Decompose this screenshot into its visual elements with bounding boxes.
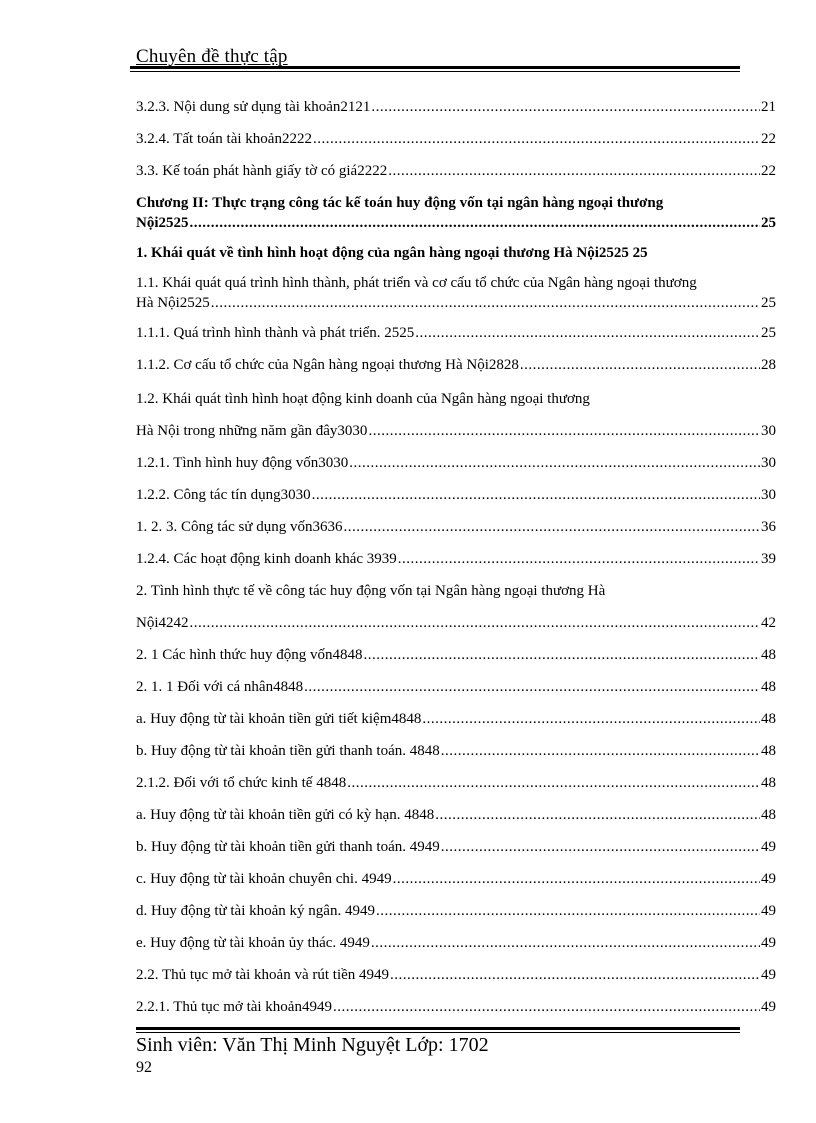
leader-dots	[520, 354, 760, 376]
toc-page-number: 49	[761, 839, 776, 855]
leader-dots	[368, 420, 760, 442]
toc-entry-cont[interactable]	[136, 292, 776, 314]
toc-entry-text: c. Huy động từ tài khoản chuyên chi. 4949	[136, 871, 392, 887]
toc-page-number: 25	[761, 295, 776, 311]
toc-entry-text: 1.2. Khái quát tình hình hoạt động kinh doanh của Ngân hàng ngoại thương	[136, 391, 590, 407]
toc-entry[interactable]	[136, 964, 776, 986]
toc-page-number: 25	[761, 325, 776, 341]
leader-dots	[388, 160, 760, 182]
leader-dots	[313, 128, 760, 150]
toc-entry[interactable]	[136, 354, 776, 376]
leader-dots	[441, 740, 760, 762]
toc-entry-text: b. Huy động từ tài khoản tiền gửi thanh toán. 4949	[136, 839, 440, 855]
toc-page-number: 48	[761, 807, 776, 823]
toc-entry-text: 3.3. Kế toán phát hành giấy tờ có giá2222	[136, 163, 388, 179]
footer-rule-thin	[136, 1032, 740, 1033]
toc-entry[interactable]	[136, 900, 776, 922]
toc-entry-text: 2.1.2. Đối với tổ chức kinh tế 4848	[136, 775, 347, 791]
leader-dots	[398, 548, 760, 570]
toc-entry[interactable]	[136, 388, 776, 410]
toc-page-number: 22	[761, 163, 776, 179]
toc-entry-text: 2. Tình hình thực tế về công tác huy động vốn tại Ngân hàng ngoại thương Hà	[136, 583, 606, 599]
leader-dots	[190, 612, 761, 634]
toc-entry[interactable]	[136, 868, 776, 890]
table-of-contents	[136, 92, 816, 1022]
page-number: 92	[136, 1059, 152, 1076]
toc-entry-text: d. Huy động từ tài khoản ký ngân. 4949	[136, 903, 375, 919]
toc-entry-text: 1.1.1. Quá trình hình thành và phát triển. 2525	[136, 325, 415, 341]
toc-entry-text: Nội2525	[136, 215, 189, 231]
toc-entry-text: 2. 1 Các hình thức huy động vốn4848	[136, 647, 363, 663]
toc-entry[interactable]	[136, 644, 776, 666]
toc-chapter-heading-cont[interactable]	[136, 212, 776, 234]
footer-student-info: Sinh viên: Văn Thị Minh Nguyệt Lớp: 1702	[136, 1034, 489, 1056]
leader-dots	[390, 964, 760, 986]
toc-page-number: 39	[761, 551, 776, 567]
leader-dots	[333, 996, 760, 1018]
toc-entry-text: 2. 1. 1 Đối với cá nhân4848	[136, 679, 304, 695]
leader-dots	[347, 772, 760, 794]
toc-page-number: 30	[761, 455, 776, 471]
toc-entry[interactable]	[136, 452, 776, 474]
toc-entry[interactable]	[136, 740, 776, 762]
toc-entry-cont[interactable]	[136, 420, 776, 442]
toc-page-number: 25	[761, 215, 776, 231]
leader-dots	[415, 322, 760, 344]
toc-entry[interactable]	[136, 996, 776, 1018]
leader-dots	[304, 676, 760, 698]
leader-dots	[441, 836, 760, 858]
toc-entry-text: 3.2.3. Nội dung sử dụng tài khoản2121	[136, 99, 371, 115]
toc-entry[interactable]	[136, 676, 776, 698]
toc-page-number: 22	[761, 131, 776, 147]
leader-dots	[422, 708, 760, 730]
toc-page-number: 49	[761, 935, 776, 951]
toc-page-number: 28	[761, 357, 776, 373]
toc-page-number: 49	[761, 999, 776, 1015]
header-rule-thin	[130, 71, 740, 72]
toc-page-number: 48	[761, 775, 776, 791]
toc-page-number: 30	[761, 487, 776, 503]
toc-entry-text: 1.1.2. Cơ cấu tổ chức của Ngân hàng ngoại thương Hà Nội2828	[136, 357, 519, 373]
toc-entry-text: 2.2.1. Thủ tục mở tài khoản4949	[136, 999, 332, 1015]
leader-dots	[435, 804, 760, 826]
toc-entry[interactable]	[136, 128, 776, 150]
leader-dots	[376, 900, 760, 922]
toc-entry[interactable]	[136, 708, 776, 730]
toc-entry-text: Hà Nội2525	[136, 295, 210, 311]
toc-entry[interactable]	[136, 836, 776, 858]
toc-entry-text: 1.2.2. Công tác tín dụng3030	[136, 487, 311, 503]
toc-entry-text: e. Huy động từ tài khoản ủy thác. 4949	[136, 935, 370, 951]
toc-entry-text: 1.2.1. Tình hình huy động vốn3030	[136, 455, 349, 471]
header-rule-thick	[130, 66, 740, 69]
toc-entry[interactable]	[136, 272, 816, 294]
leader-dots	[343, 516, 760, 538]
toc-page-number: 48	[761, 647, 776, 663]
toc-section-heading[interactable]	[136, 242, 816, 264]
footer-rule-thick	[136, 1027, 740, 1030]
toc-page-number: 42	[761, 615, 776, 631]
toc-page-number: 49	[761, 967, 776, 983]
toc-entry-text: a. Huy động từ tài khoản tiền gửi tiết kiệm4848	[136, 711, 422, 727]
leader-dots	[371, 932, 760, 954]
toc-page-number: 48	[761, 711, 776, 727]
toc-entry-text: 1.1. Khái quát quá trình hình thành, phát triển và cơ cấu tổ chức của Ngân hàng ngoại thương	[136, 275, 697, 291]
toc-entry[interactable]	[136, 160, 776, 182]
toc-entry-text: 1. Khái quát về tình hình hoạt động của ngân hàng ngoại thương Hà Nội2525 25	[136, 245, 648, 261]
leader-dots	[211, 292, 760, 314]
toc-entry-text: 2.2. Thủ tục mở tài khoản và rút tiền 4949	[136, 967, 390, 983]
leader-dots	[371, 96, 760, 118]
toc-entry[interactable]	[136, 932, 776, 954]
toc-entry[interactable]	[136, 322, 776, 344]
toc-entry-text: a. Huy động từ tài khoản tiền gửi có kỳ hạn. 4848	[136, 807, 435, 823]
leader-dots	[393, 868, 760, 890]
toc-page-number: 36	[761, 519, 776, 535]
toc-entry[interactable]	[136, 548, 776, 570]
toc-entry-text: 1. 2. 3. Công tác sử dụng vốn3636	[136, 519, 343, 535]
toc-entry[interactable]	[136, 580, 776, 602]
leader-dots	[349, 452, 760, 474]
toc-entry-text: 1.2.4. Các hoạt động kinh doanh khác 3939	[136, 551, 397, 567]
toc-entry-text: b. Huy động từ tài khoản tiền gửi thanh toán. 4848	[136, 743, 440, 759]
toc-entry-text: Nội4242	[136, 615, 189, 631]
toc-page-number: 21	[761, 99, 776, 115]
header-title: Chuyên đề thực tập	[136, 46, 288, 67]
toc-entry[interactable]	[136, 516, 776, 538]
toc-entry-text: Chương II: Thực trạng công tác kế toán huy động vốn tại ngân hàng ngoại thương	[136, 195, 664, 211]
toc-page-number: 48	[761, 679, 776, 695]
toc-chapter-heading[interactable]	[136, 192, 816, 214]
leader-dots	[190, 212, 761, 234]
toc-entry[interactable]	[136, 804, 776, 826]
toc-entry-cont[interactable]	[136, 612, 776, 634]
toc-page-number: 49	[761, 871, 776, 887]
leader-dots	[363, 644, 760, 666]
toc-entry[interactable]	[136, 484, 776, 506]
toc-page-number: 48	[761, 743, 776, 759]
toc-entry-text: Hà Nội trong những năm gần đây3030	[136, 423, 368, 439]
leader-dots	[312, 484, 760, 506]
toc-entry[interactable]	[136, 772, 776, 794]
toc-page-number: 49	[761, 903, 776, 919]
toc-page-number: 30	[761, 423, 776, 439]
toc-entry-text: 3.2.4. Tất toán tài khoản2222	[136, 131, 312, 147]
toc-entry[interactable]	[136, 96, 776, 118]
